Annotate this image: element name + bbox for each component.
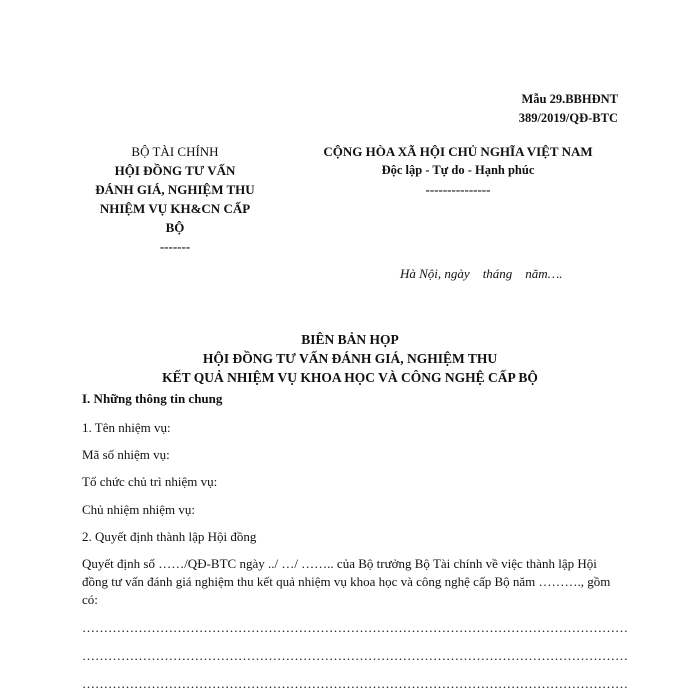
- document-title: [60, 330, 640, 387]
- document-title-line-3: KẾT QUẢ NHIỆM VỤ KHOA HỌC VÀ CÔNG NGHỆ CẤP BỘ: [162, 370, 538, 385]
- nation-title: CỘNG HÒA XÃ HỘI CHỦ NGHĨA VIỆT NAM: [323, 144, 593, 159]
- council-name-line-1: HỘI ĐỒNG TƯ VẤN: [114, 163, 236, 178]
- authority-separator: -------: [159, 239, 191, 254]
- host-organization-label: Tổ chức chủ trì nhiệm vụ:: [82, 474, 218, 489]
- nation-separator: ---------------: [425, 182, 491, 197]
- decision-paragraph: Quyết định số ……/QĐ-BTC ngày ../ …/ …….. của Bộ trưởng Bộ Tài chính về việc thành lập Hội đồng tư vấn đánh giá nghiệm thu kết quả nhiệm vụ khoa học và công nghệ cấp Bộ năm ………., gồm có:: [82, 556, 611, 607]
- nation-motto: Độc lập - Tự do - Hạnh phúc: [381, 163, 535, 177]
- issuing-authority: [80, 142, 270, 256]
- council-name-line-4: BỘ: [165, 220, 185, 235]
- form-code: [519, 90, 618, 128]
- form-code-number: Mẫu 29.BBHĐNT: [521, 92, 618, 106]
- form-code-decision: 389/2019/QĐ-BTC: [518, 111, 618, 125]
- place-date-line: Hà Nội, ngày tháng năm….: [400, 266, 563, 281]
- task-leader-label: Chủ nhiệm nhiệm vụ:: [82, 502, 196, 517]
- section-heading-general-info: I. Những thông tin chung: [82, 391, 223, 406]
- document-title-line-1: BIÊN BẢN HỌP: [301, 332, 399, 347]
- ministry-name: BỘ TÀI CHÍNH: [131, 144, 219, 159]
- dotted-fill-line-3: ………………………………………………………………………………………………………………: [82, 676, 628, 691]
- national-heading: [268, 142, 648, 199]
- dotted-fill-line-2: ………………………………………………………………………………………………………………: [82, 648, 628, 663]
- decision-heading: 2. Quyết định thành lập Hội đồng: [82, 529, 257, 544]
- document-title-line-2: HỘI ĐỒNG TƯ VẤN ĐÁNH GIÁ, NGHIỆM THU: [202, 351, 498, 366]
- task-code-label: Mã số nhiệm vụ:: [82, 447, 170, 462]
- dotted-fill-line-1: ………………………………………………………………………………………………………………: [82, 620, 628, 635]
- task-name-label: 1. Tên nhiệm vụ:: [82, 420, 171, 435]
- council-name-line-3: NHIỆM VỤ KH&CN CẤP: [99, 201, 251, 216]
- council-name-line-2: ĐÁNH GIÁ, NGHIỆM THU: [95, 182, 255, 197]
